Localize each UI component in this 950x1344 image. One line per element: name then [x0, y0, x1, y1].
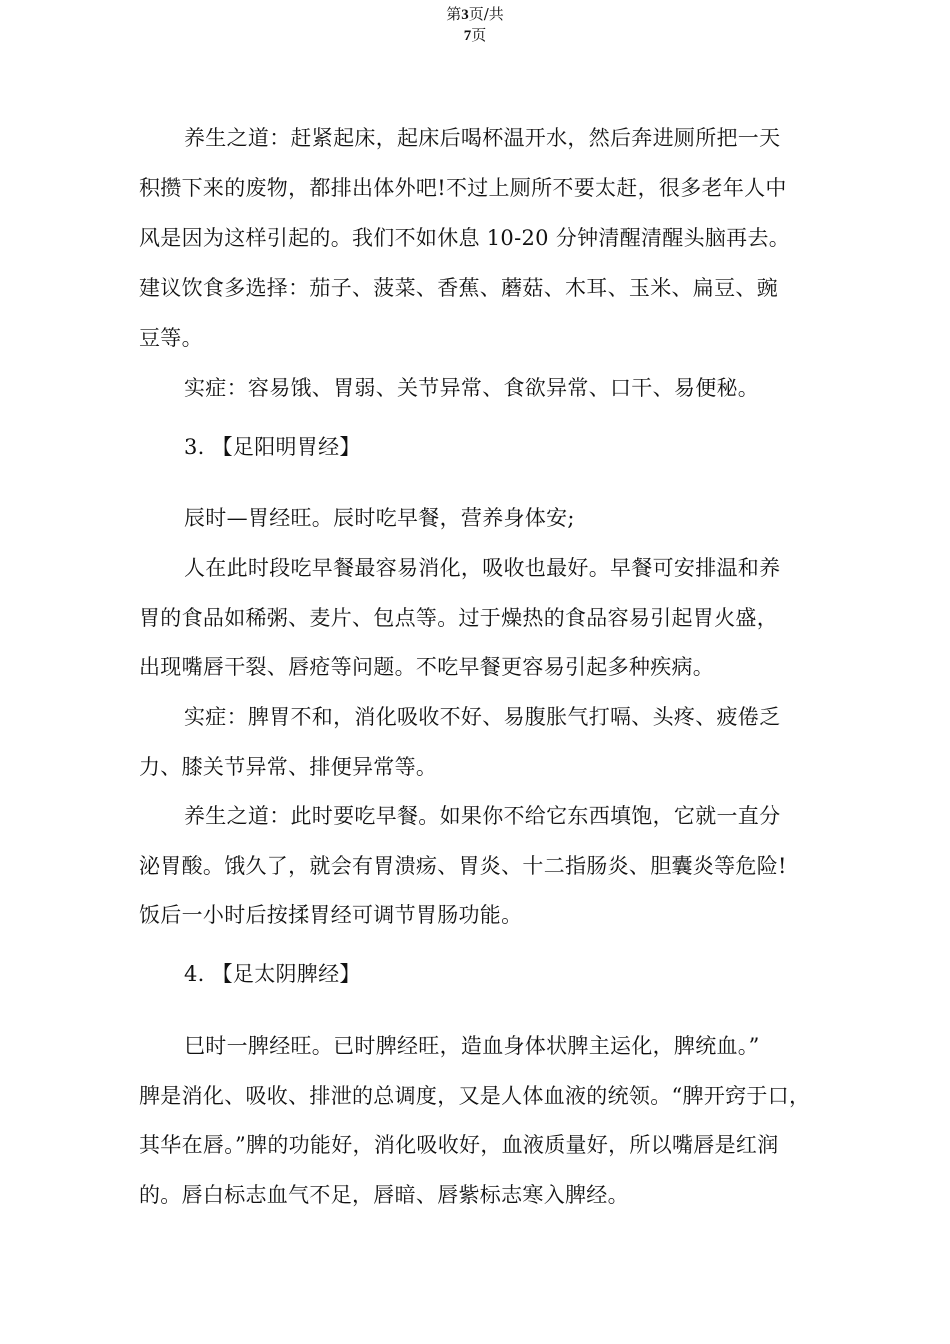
page-mid: 页/共 [468, 5, 504, 23]
paragraph-line: 养生之道：赶紧起床，起床后喝杯温开水，然后奔进厕所把一天 [184, 126, 781, 150]
page-number-line-1 [0, 4, 950, 25]
paragraph-line: 积攒下来的废物，都排出体外吧!不过上厕所不要太赶，很多老年人中 [139, 176, 787, 200]
paragraph-line: 胃的食品如稀粥、麦片、包点等。过于燥热的食品容易引起胃火盛， [139, 606, 778, 630]
paragraph-line: 辰时—胃经旺。辰时吃早餐，营养身体安; [184, 506, 575, 530]
paragraph-line: 养生之道：此时要吃早餐。如果你不给它东西填饱，它就一直分 [184, 804, 781, 828]
page-suffix: 页 [471, 26, 487, 44]
paragraph-line: 力、膝关节异常、排便异常等。 [139, 755, 438, 779]
paragraph-line: 巳时一脾经旺。已时脾经旺，造血身体状脾主运化，脾统血。” [184, 1034, 760, 1058]
paragraph-line: 人在此时段吃早餐最容易消化，吸收也最好。早餐可安排温和养 [184, 556, 781, 580]
paragraph-line: 建议饮食多选择：茄子、菠菜、香蕉、蘑菇、木耳、玉米、扁豆、豌 [139, 276, 778, 300]
total-pages: 7 [463, 28, 472, 44]
paragraph-line: 出现嘴唇干裂、唇疮等问题。不吃早餐更容易引起多种疾病。 [139, 655, 715, 679]
paragraph-line: 的。唇白标志血气不足，唇暗、唇紫标志寒入脾经。 [139, 1183, 629, 1207]
paragraph-line: 脾是消化、吸收、排泄的总调度，又是人体血液的统领。“脾开窍于口， [139, 1084, 811, 1108]
paragraph-line: 其华在唇。”脾的功能好，消化吸收好，血液质量好，所以嘴唇是红润 [139, 1133, 779, 1157]
page-number: 3 [461, 7, 469, 23]
section-heading: 3. 【足阳明胃经】 [184, 435, 361, 459]
page-prefix: 第 [446, 5, 462, 23]
paragraph-line: 豆等。 [139, 326, 203, 350]
page-number-line-2 [0, 25, 950, 46]
page-header [0, 4, 950, 46]
paragraph-line: 实症：容易饿、胃弱、关节异常、食欲异常、口干、易便秘。 [184, 376, 760, 400]
section-heading: 4. 【足太阴脾经】 [184, 962, 361, 986]
paragraph-line: 风是因为这样引起的。我们不如休息 10-20 分钟清醒清醒头脑再去。 [139, 226, 791, 250]
paragraph-line: 饭后一小时后按揉胃经可调节胃肠功能。 [139, 903, 523, 927]
paragraph-line: 泌胃酸。饿久了，就会有胃溃疡、胃炎、十二指肠炎、胆囊炎等危险! [139, 854, 787, 878]
paragraph-line: 实症：脾胃不和，消化吸收不好、易腹胀气打嗝、头疼、疲倦乏 [184, 705, 781, 729]
